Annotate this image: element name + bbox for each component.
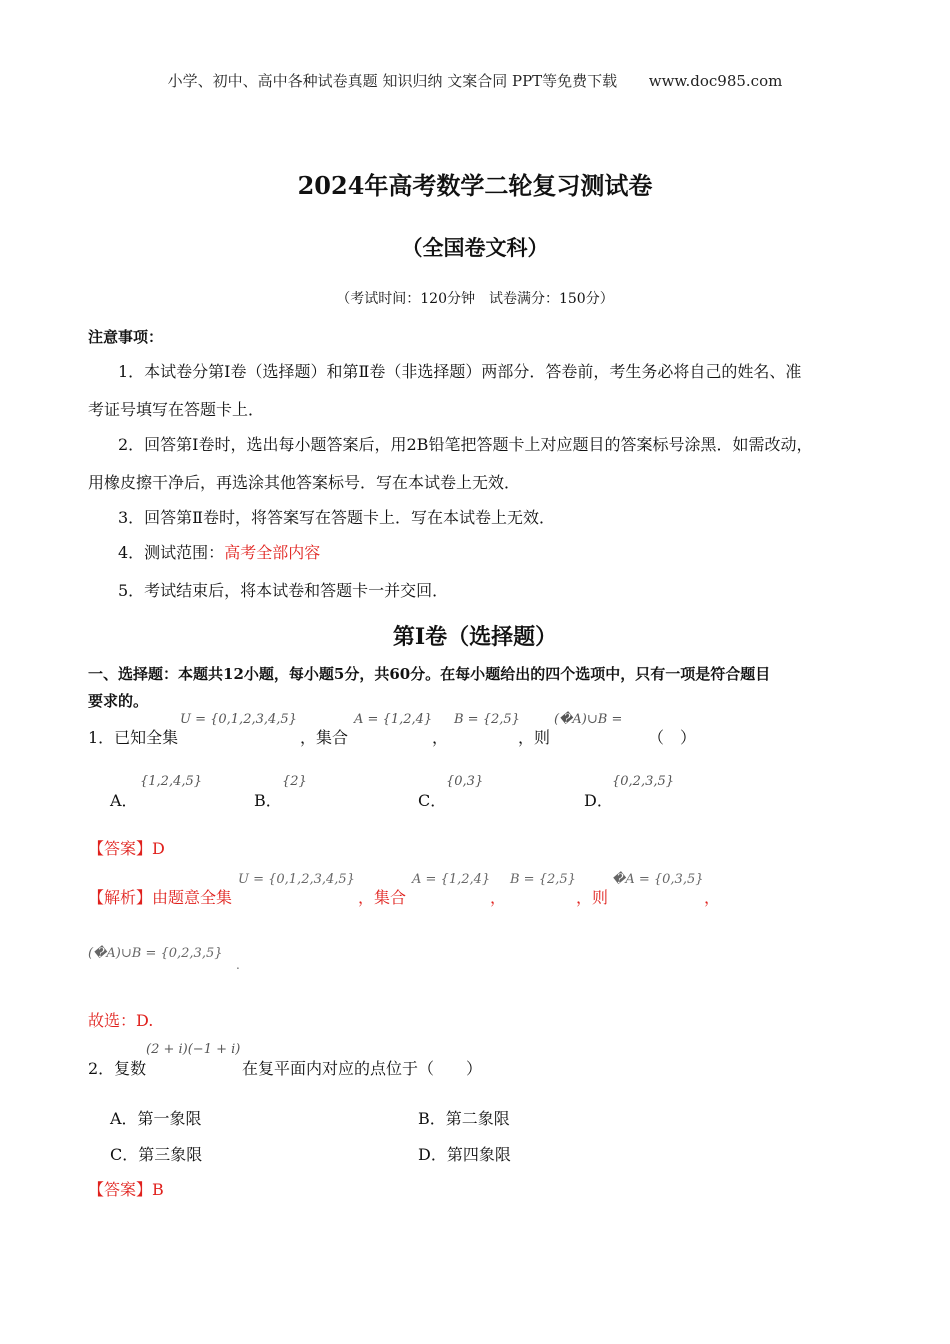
- q1-result-dot: .: [236, 958, 240, 972]
- q2-answer: 【答案】B: [88, 1180, 164, 1199]
- q2-option-c[interactable]: C．第三象限: [110, 1145, 203, 1164]
- page-subtitle: （全国卷文科）: [401, 235, 549, 260]
- q1-result: (�A)∪B = {0,2,3,5}: [88, 946, 223, 961]
- q1-analysis-end: ，: [704, 888, 721, 907]
- q1-analysis-prefix: 【解析】由题意全集: [88, 888, 233, 907]
- q1-set-A: A = {1,2,4}: [354, 712, 433, 727]
- q1-analysis-complement: �A = {0,3,5}: [612, 872, 704, 887]
- q1-analysis-then: ，则: [576, 888, 609, 907]
- q1-prefix: 1．已知全集: [88, 728, 179, 747]
- note-4-prefix: 4．测试范围：: [118, 543, 225, 562]
- q1-comma: ，: [432, 728, 449, 747]
- q2-option-a[interactable]: A．第一象限: [110, 1109, 202, 1128]
- notes-heading: 注意事项：: [88, 328, 164, 346]
- q1-analysis-B: B = {2,5}: [510, 872, 576, 887]
- q1-expression: (�A)∪B =: [554, 712, 623, 727]
- q1-option-d-value: {0,2,3,5}: [612, 774, 675, 789]
- note-5: 5．考试结束后，将本试卷和答题卡一并交回．: [118, 581, 449, 600]
- q1-option-b-value: {2}: [282, 774, 307, 789]
- header-text: 小学、初中、高中各种试卷真题 知识归纳 文案合同 PPT等免费下载: [167, 72, 618, 90]
- note-3: 3．回答第Ⅱ卷时，将答案写在答题卡上．写在本试卷上无效．: [118, 508, 556, 527]
- q2-option-d[interactable]: D．第四象限: [418, 1145, 511, 1164]
- q1-analysis-mid: ，集合: [358, 888, 407, 907]
- q1-option-c-value: {0,3}: [446, 774, 484, 789]
- q1-option-d-label: D．: [584, 791, 613, 810]
- q1-then: ，则: [518, 728, 551, 747]
- note-1b: 考证号填写在答题卡上．: [88, 400, 265, 419]
- page-title: 2024年高考数学二轮复习测试卷: [297, 171, 653, 200]
- q1-option-a[interactable]: [110, 788, 138, 811]
- part1-line2: 要求的。: [88, 692, 149, 710]
- q1-bracket: （ ）: [648, 728, 697, 747]
- q1-option-c-label: C．: [418, 791, 447, 810]
- q2-suffix: 在复平面内对应的点位于（ ）: [242, 1059, 483, 1078]
- header-site[interactable]: www.doc985.com: [648, 72, 783, 90]
- q1-option-c[interactable]: [418, 788, 446, 811]
- q1-set-U: U = {0,1,2,3,4,5}: [180, 712, 297, 727]
- q1-analysis-comma: ，: [490, 888, 507, 907]
- q2-option-b[interactable]: B．第二象限: [418, 1109, 510, 1128]
- page-header: [0, 70, 950, 91]
- part1-line1: 一、选择题：本题共12小题，每小题5分，共60分。在每小题给出的四个选项中，只有一项是符合题目: [88, 665, 771, 683]
- note-4-scope: 高考全部内容: [224, 543, 321, 562]
- q1-option-a-label: A．: [110, 791, 138, 810]
- q1-mid: ，集合: [300, 728, 349, 747]
- q1-set-B: B = {2,5}: [454, 712, 520, 727]
- q1-option-d[interactable]: [584, 788, 613, 811]
- q1-answer: 【答案】D: [88, 839, 165, 858]
- q2-prefix: 2．复数: [88, 1059, 147, 1078]
- q1-option-a-value: {1,2,4,5}: [140, 774, 203, 789]
- q1-analysis-A: A = {1,2,4}: [412, 872, 491, 887]
- note-2a: 2．回答第Ⅰ卷时，选出每小题答案后，用2B铅笔把答题卡上对应题目的答案标号涂黑．如需改动，: [118, 435, 813, 454]
- exam-meta: （考试时间：120分钟 试卷满分：150分）: [336, 291, 614, 307]
- q1-option-b-label: B．: [254, 791, 282, 810]
- q1-option-b[interactable]: [254, 788, 282, 811]
- q2-expression: (2 + i)(−1 + i): [146, 1042, 241, 1057]
- q1-choose: 故选：D.: [88, 1011, 154, 1030]
- section-title: 第Ⅰ卷（选择题）: [392, 624, 558, 650]
- note-2b: 用橡皮擦干净后，再选涂其他答案标号．写在本试卷上无效．: [88, 473, 521, 492]
- note-4: [118, 540, 320, 563]
- q1-analysis-U: U = {0,1,2,3,4,5}: [238, 872, 355, 887]
- note-1a: 1．本试卷分第Ⅰ卷（选择题）和第Ⅱ卷（非选择题）两部分．答卷前，考生务必将自己的姓名、准: [118, 362, 802, 381]
